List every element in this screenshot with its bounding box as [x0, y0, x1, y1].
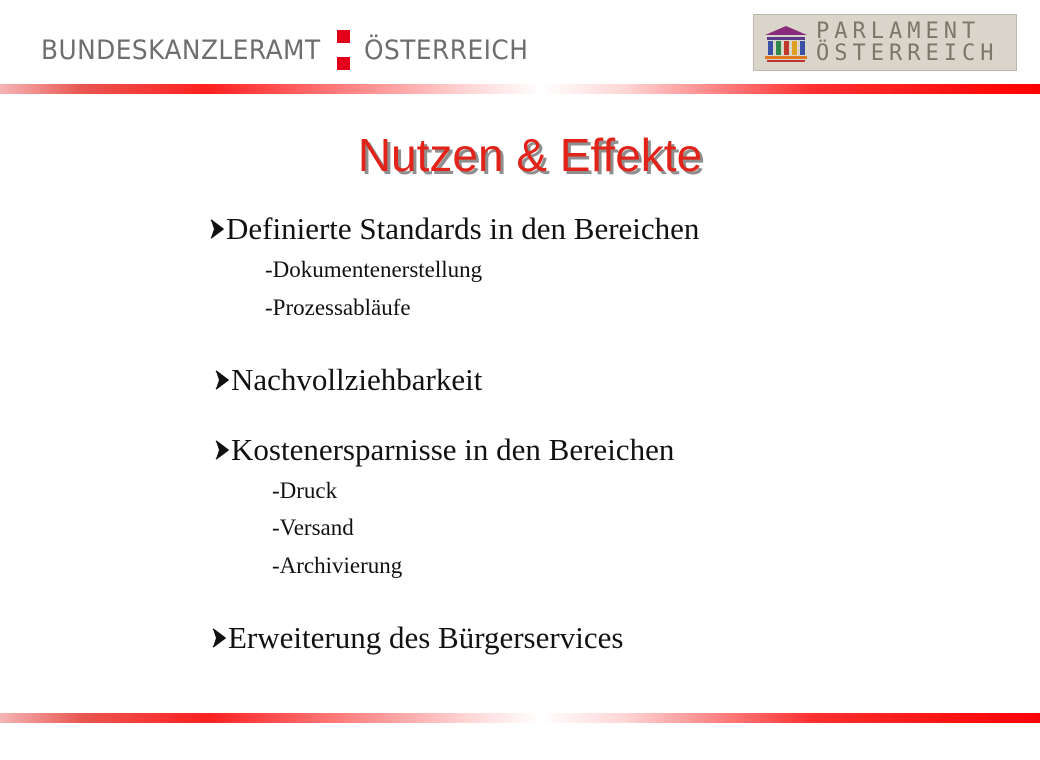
bullet-definierte-standards	[210, 211, 699, 247]
bullet-text: Kostenersparnisse in den Bereichen	[231, 432, 675, 467]
parliament-building-icon	[763, 25, 809, 63]
logo-text-right: ÖSTERREICH	[363, 34, 529, 66]
subitem-prozessablaeufe: -Prozessabläufe	[265, 295, 411, 320]
bullet-nachvollziehbarkeit	[215, 362, 482, 398]
subitem-druck: -Druck	[272, 478, 338, 503]
austrian-flag-icon	[337, 30, 350, 70]
top-divider-stripe	[0, 84, 1040, 94]
arrow-bullet-icon	[210, 219, 224, 239]
arrow-bullet-icon	[215, 440, 229, 460]
bullet-text: Nachvollziehbarkeit	[231, 362, 483, 397]
arrow-bullet-icon	[212, 628, 226, 648]
bullet-kostenersparnisse	[215, 432, 674, 468]
subitem-dokumentenerstellung: -Dokumentenerstellung	[265, 257, 483, 282]
parlament-line2: ÖSTERREICH	[816, 41, 999, 66]
subitem-archivierung: -Archivierung	[272, 553, 403, 578]
bottom-divider-stripe	[0, 713, 1040, 723]
bullet-text: Erweiterung des Bürgerservices	[228, 620, 624, 655]
parlament-line1: PARLAMENT	[816, 19, 981, 44]
bullet-text: Definierte Standards in den Bereichen	[226, 211, 700, 246]
arrow-bullet-icon	[215, 370, 229, 390]
bundeskanzleramt-logo	[41, 30, 543, 70]
parlament-logo	[753, 14, 1017, 71]
slide-title: Nutzen & Effekte	[357, 129, 703, 181]
subitem-versand: -Versand	[272, 515, 354, 540]
logo-text-left: BUNDESKANZLERAMT	[41, 34, 321, 66]
bullet-buergerservices	[212, 620, 623, 656]
